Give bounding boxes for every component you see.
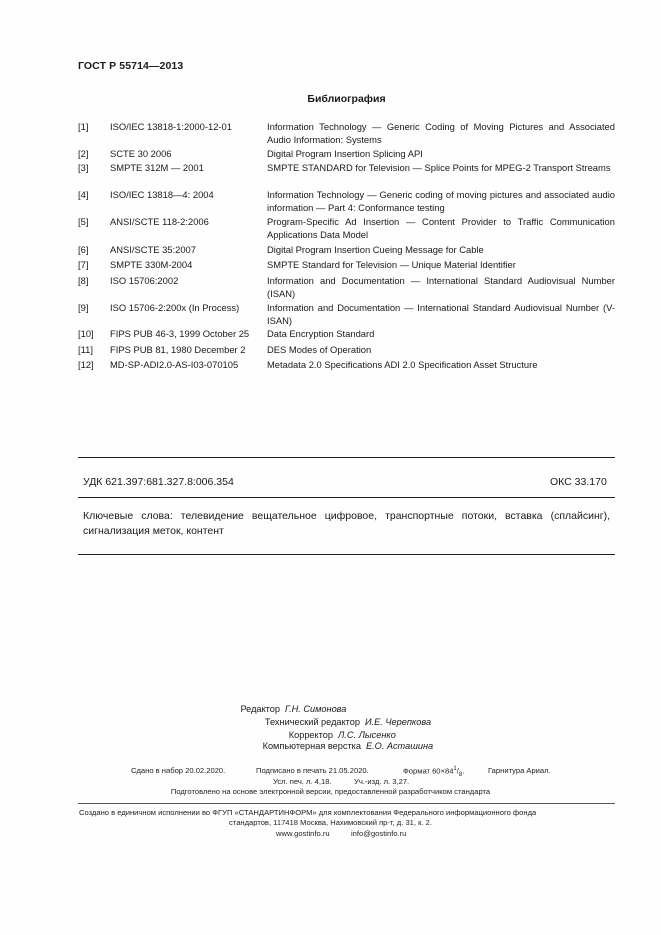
entry-code: ANSI/SCTE 118-2:2006 (110, 216, 209, 227)
entry-description: Metadata 2.0 Specifications ADI 2.0 Specification Asset Structure (267, 359, 538, 370)
entry-number: [8] (78, 275, 89, 286)
staff-person: Г.Н. Симонова (285, 704, 347, 714)
entry-code: SCTE 30 2006 (110, 148, 172, 159)
staff-role: Редактор (240, 704, 280, 714)
entry-number: [9] (78, 302, 89, 313)
entry-number: [4] (78, 189, 89, 200)
bibliography-title (0, 93, 661, 105)
staff-person: Л.С. Лысенко (338, 730, 396, 740)
imprint-format: Формат $60\times 84^1/_8$. (403, 766, 465, 779)
entry-description: Digital Program Insertion Splicing API (267, 148, 423, 159)
entry-number: [1] (78, 121, 89, 132)
keywords: Ключевые слова: телевидение вещательное цифровое, транспортные потоки, вставка (сплайсинг), сигнализация меток, контент (83, 510, 610, 537)
entry-number: [10] (78, 328, 94, 339)
entry-description: Information and Documentation — International Standard Audiovisual Number (V-ISAN) (267, 302, 615, 326)
entry-code: ISO/IEC 13818-1:2000-12-01 (110, 121, 232, 132)
entry-number: [6] (78, 244, 89, 255)
entry-description: Program-Specific Ad Insertion — Content Provider to Traffic Communication Applications Data Model (267, 216, 615, 240)
entry-code: MD-SP-ADI2.0-AS-I03-070105 (110, 359, 239, 370)
entry-description: Information Technology — Generic coding of moving pictures and associated audio information — Part 4: Conformance testing (267, 189, 615, 213)
entry-code: SMPTE 312M — 2001 (110, 162, 204, 173)
staff-person: И.Е. Черепкова (365, 717, 432, 727)
entry-code: FIPS PUB 81, 1980 December 2 (110, 344, 246, 355)
staff-role: Компьютерная верстка (262, 741, 361, 751)
footer-website-link[interactable]: www.gostinfo.ru (276, 829, 330, 838)
entry-number: [3] (78, 162, 89, 173)
entry-number: [12] (78, 359, 94, 370)
imprint-format-den: 8 (458, 772, 463, 779)
bibliography-title-text: Библиография (307, 93, 386, 105)
imprint-submitted: Сдано в набор 20.02.2020. (131, 766, 226, 775)
entry-code: ISO 15706-2:200x (In Process) (110, 302, 240, 313)
imprint-signed: Подписано в печать 21.05.2020. (256, 766, 369, 775)
entry-number: [2] (78, 148, 89, 159)
entry-code: ANSI/SCTE 35:2007 (110, 244, 196, 255)
imprint-sheets: Усл. печ. л. 4,18. (273, 777, 332, 786)
entry-description: Information Technology — Generic Coding of Moving Pictures and Associated Audio Information: Systems (267, 121, 615, 145)
imprint-prepared: Подготовлено на основе электронной версии, предоставленной разработчиком стандарта (170, 787, 491, 796)
divider-top (78, 457, 615, 458)
imprint-typeface: Гарнитура Ариал. (488, 766, 551, 775)
entry-number: [7] (78, 259, 89, 270)
footer-line-1: Создано в единичном исполнении во ФГУП «СТАНДАРТИНФОРМ» для комплектования Федерального информационного фонда (79, 808, 537, 817)
entry-code: SMPTE 330M-2004 (110, 259, 193, 270)
divider-middle (78, 497, 615, 498)
divider-bottom (78, 554, 615, 555)
entry-number: [5] (78, 216, 89, 227)
entry-description: Information and Documentation — International Standard Audiovisual Number (ISAN) (267, 275, 615, 299)
staff-role: Технический редактор (264, 717, 360, 727)
imprint-format-text: Формат 60×84 (403, 766, 454, 776)
udc-code: УДК 621.397:681.327.8:006.354 (83, 476, 234, 488)
entry-description: DES Modes of Operation (267, 344, 372, 355)
entry-description: SMPTE Standard for Television — Unique Material Identifier (267, 259, 516, 270)
entry-code: ISO/IEC 13818—4: 2004 (110, 189, 214, 200)
document-header: ГОСТ Р 55714—2013 (78, 60, 184, 72)
footer-email-link[interactable]: info@gostinfo.ru (351, 829, 407, 838)
staff-person: Е.О. Асташина (366, 741, 434, 751)
entry-description: Data Encryption Standard (267, 328, 375, 339)
entry-number: [11] (78, 344, 93, 355)
staff-role: Корректор (288, 730, 333, 740)
entry-description: SMPTE STANDARD for Television — Splice Points for MPEG-2 Transport Streams (267, 162, 611, 173)
entry-description: Digital Program Insertion Cueing Message for Cable (267, 244, 484, 255)
footer-line-2: стандартов, 117418 Москва, Нахимовский пр-т, д. 31, к. 2. (229, 818, 432, 827)
footer-divider (78, 803, 615, 804)
imprint-format-num: 1 (453, 766, 457, 772)
imprint-pub-sheets: Уч.-изд. л. 3,27. (354, 777, 410, 786)
entry-code: FIPS PUB 46-3, 1999 October 25 (110, 328, 250, 339)
oks-code: ОКС 33.170 (550, 476, 607, 488)
entry-code: ISO 15706:2002 (110, 275, 179, 286)
